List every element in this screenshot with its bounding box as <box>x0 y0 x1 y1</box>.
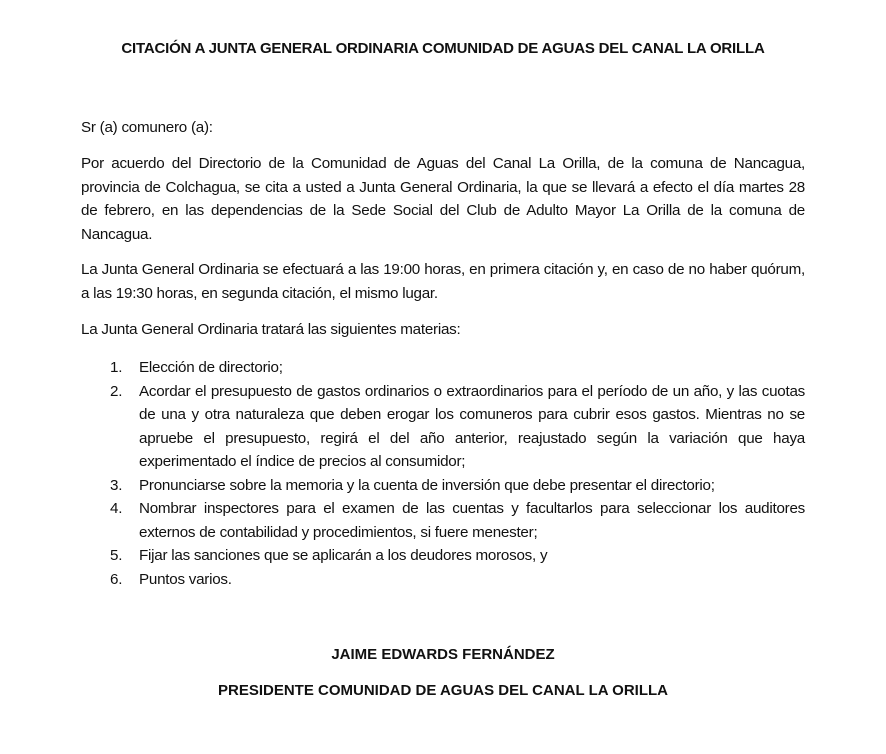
agenda-item <box>110 380 805 474</box>
agenda-item-text: Acordar el presupuesto de gastos ordinarios o extraordinarios para el período de un año, y las cuotas de una y otra naturaleza que deben erogar los comuneros para cubrir esos gastos. Mientras no se apruebe el presupuesto, regirá el del año anterior, reajustado según la variación que haya experimentado el índice de precios al consumidor; <box>139 382 805 470</box>
agenda-item-text: Fijar las sanciones que se aplicarán a los deudores morosos, y <box>139 547 548 564</box>
signatory-position: PRESIDENTE COMUNIDAD DE AGUAS DEL CANAL LA ORILLA <box>217 682 668 699</box>
agenda-item-text: Puntos varios. <box>139 570 232 588</box>
document-title: CITACIÓN A JUNTA GENERAL ORDINARIA COMUNIDAD DE AGUAS DEL CANAL LA ORILLA <box>121 40 765 57</box>
paragraph-schedule: La Junta General Ordinaria se efectuará a las 19:00 horas, en primera citación y, en caso de no haber quórum, a las 19:30 horas, en segunda citación, el mismo lugar. <box>81 261 805 302</box>
agenda-item-number: 6. <box>110 570 123 588</box>
agenda-item-number: 5. <box>110 547 123 564</box>
agenda-item <box>110 356 805 380</box>
signatory-name: JAIME EDWARDS FERNÁNDEZ <box>331 646 555 663</box>
agenda-item <box>110 497 805 544</box>
agenda-item-text: Nombrar inspectores para el examen de las cuentas y facultarlos para seleccionar los auditores externos de contabilidad y procedimientos, si fuere menester; <box>139 500 805 541</box>
agenda-item <box>110 474 805 498</box>
agenda-item-number: 1. <box>110 359 123 376</box>
agenda-list <box>110 356 805 591</box>
agenda-item-number: 2. <box>110 382 123 400</box>
agenda-item-number: 4. <box>110 500 123 517</box>
salutation: Sr (a) comunero (a): <box>81 119 213 136</box>
agenda-item-text: Elección de directorio; <box>139 359 283 376</box>
paragraph-agenda-intro: La Junta General Ordinaria tratará las siguientes materias: <box>81 321 461 338</box>
agenda-item <box>110 568 805 592</box>
agenda-item <box>110 544 805 568</box>
agenda-item-number: 3. <box>110 476 123 494</box>
agenda-item-text: Pronunciarse sobre la memoria y la cuenta de inversión que debe presentar el directorio; <box>139 476 715 494</box>
paragraph-convocation: Por acuerdo del Directorio de la Comunidad de Aguas del Canal La Orilla, de la comuna de Nancagua, provincia de Colchagua, se cita a usted a Junta General Ordinaria, la que se llevará a efecto el día martes 28 de febrero, en las dependencias de la Sede Social del Club de Adulto Mayor La Orilla de la comuna de Nancagua. <box>81 155 805 243</box>
